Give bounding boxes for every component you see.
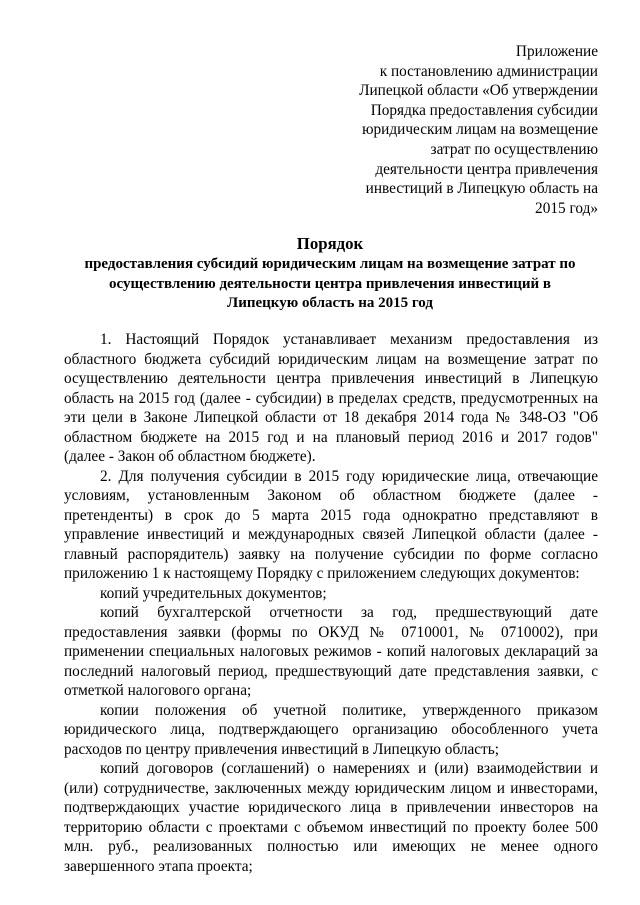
paragraph	[64, 467, 598, 584]
paragraph-line: управление инвестиций и международных связей Липецкой области (далее -	[64, 526, 598, 543]
appendix-line: 2015 год»	[535, 199, 598, 217]
paragraph-line: 2. Для получения субсидии в 2015 году юридические лица, отвечающие	[100, 467, 598, 485]
document-subtitle	[60, 255, 600, 314]
paragraph-line: копий договоров (соглашений) о намерениях и (или) взаимодействии и	[100, 760, 598, 777]
appendix-line: к постановлению администрации	[379, 62, 598, 80]
paragraph-line: эти цели в Законе Липецкой области от 18 декабря 2014 года № 348-ОЗ "Об	[64, 409, 598, 426]
paragraph-line: (далее - Закон об областном бюджете).	[64, 448, 316, 465]
title-block	[60, 233, 600, 314]
appendix-line: деятельности центра привлечения	[375, 160, 598, 178]
paragraph	[64, 701, 598, 760]
paragraph-line: млн. руб., реализованных полностью или имеющих не менее одного	[64, 838, 598, 855]
paragraph-line: условиям, установленным Законом об областном бюджете (далее -	[64, 487, 598, 504]
paragraph-line: подтверждающих участие юридического лица в привлечении инвесторов на	[64, 799, 598, 816]
document-body	[64, 330, 598, 876]
paragraph-line: областного бюджета субсидий юридическим лицам на возмещение затрат по	[64, 350, 598, 368]
appendix-line: Порядка предоставления субсидии	[370, 101, 598, 119]
appendix-line: юридическим лицам на возмещение	[362, 121, 598, 139]
paragraph-line: применении специальных налоговых режимов - копий налоговых деклараций за	[64, 643, 598, 660]
paragraph-line: копий учредительных документов;	[100, 584, 327, 602]
paragraph	[64, 603, 598, 701]
subtitle-line: осуществлению деятельности центра привлечения инвестиций в	[108, 275, 552, 292]
paragraph	[64, 584, 598, 604]
paragraph-line: предоставления заявки (формы по ОКУД № 0710001, № 0710002), при	[64, 623, 598, 641]
paragraph-line: территорию области с проектами с объемом инвестиций по проекту более 500	[64, 818, 598, 836]
paragraph	[64, 330, 598, 467]
appendix-line: инвестиций в Липецкую область на	[365, 180, 598, 198]
appendix-line: Приложение	[515, 43, 598, 60]
document-title: Порядок	[296, 234, 364, 253]
paragraph-line: последний налоговый период, предшествующий дате представления заявки, с	[64, 662, 598, 680]
paragraph-line: завершенного этапа проекта;	[64, 857, 253, 875]
paragraph-line: юридического лица, подтверждающего организацию обособленного учета	[64, 721, 598, 738]
appendix-note	[359, 42, 598, 218]
appendix-line: затрат по осуществлению	[430, 140, 598, 158]
paragraph-line: (или) сотрудничестве, заключенных между юридическим лицом и инвесторами,	[64, 779, 598, 797]
subtitle-line: Липецкую область на 2015 год	[227, 295, 433, 312]
paragraph	[64, 759, 598, 876]
paragraph-line: расходов по центру привлечения инвестиций в Липецкую область;	[64, 740, 499, 758]
paragraph-line: осуществлению деятельности центра привлечения инвестиций в Липецкую	[64, 370, 598, 387]
paragraph-line: областном бюджете на 2015 год и на плановый период 2016 и 2017 годов"	[64, 428, 598, 446]
paragraph-line: главный распорядитель) заявку на получение субсидии по форме согласно	[64, 545, 598, 563]
paragraph-line: копии положения об учетной политике, утвержденного приказом	[100, 701, 598, 719]
paragraph-line: отметкой налогового органа;	[64, 682, 252, 699]
paragraph-line: область на 2015 год (далее - субсидии) в пределах средств, предусмотренных на	[64, 389, 598, 407]
paragraph-line: претенденты) в срок до 5 марта 2015 года однократно представляют в	[64, 506, 598, 524]
subtitle-line: предоставления субсидий юридическим лицам на возмещение затрат по	[84, 256, 576, 272]
appendix-line: Липецкой области «Об утверждении	[359, 82, 598, 100]
paragraph-line: 1. Настоящий Порядок устанавливает механизм предоставления из	[100, 331, 598, 348]
paragraph-line: копий бухгалтерской отчетности за год, предшествующий дате	[100, 604, 598, 621]
paragraph-line: приложению 1 к настоящему Порядку с приложением следующих документов:	[64, 565, 580, 582]
